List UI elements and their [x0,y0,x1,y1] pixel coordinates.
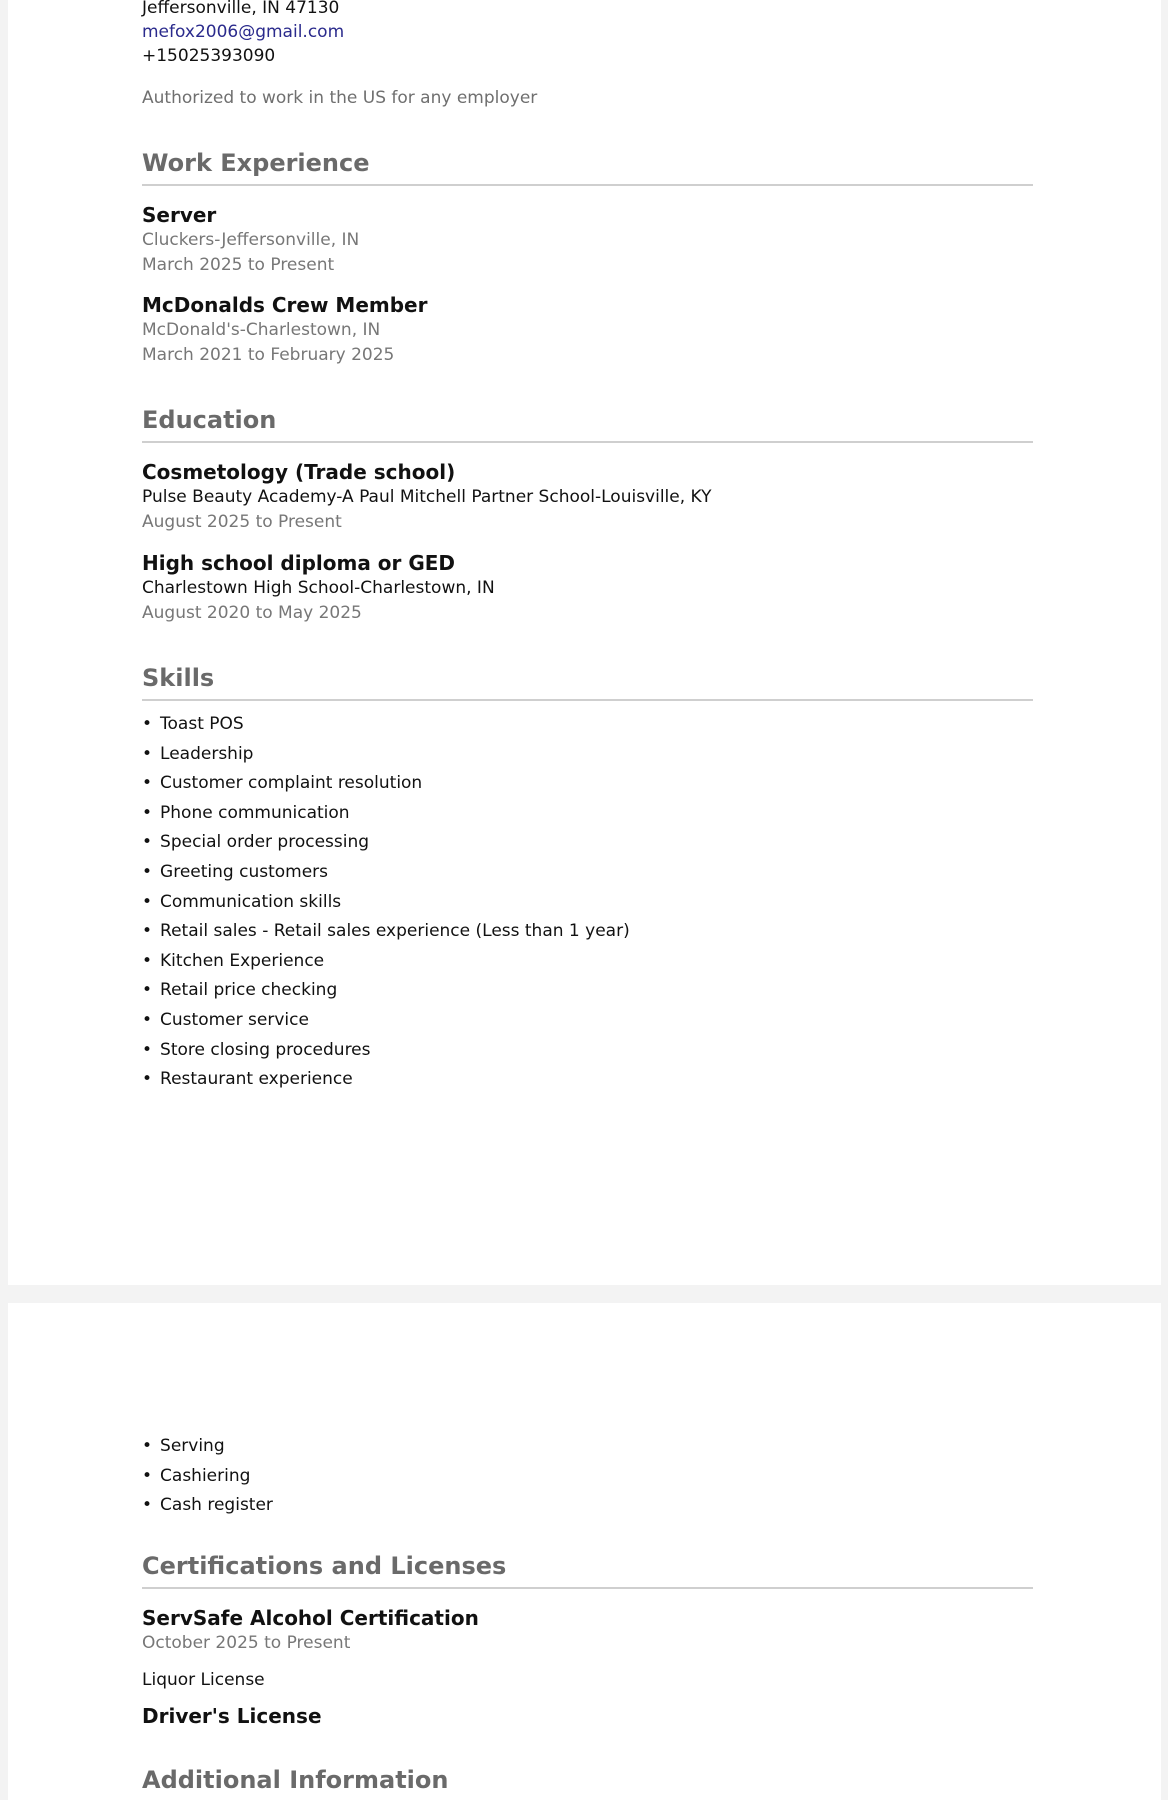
resume-page-2 [8,1303,1161,1800]
skill-item: • Kitchen Experience [142,947,1033,977]
skill-item: • Store closing procedures [142,1036,1033,1066]
education-entry [142,459,1033,535]
skills-list-page-2 [142,1432,1033,1521]
work-experience-section [142,148,1033,186]
section-title-certifications: Certifications and Licenses [142,1551,1033,1589]
contact-block [142,0,1033,68]
skill-item: • Toast POS [142,710,1033,740]
skills-section [142,663,1033,701]
skill-item: • Customer service [142,1006,1033,1036]
contact-address: Jeffersonville, IN 47130 [142,0,340,18]
work-authorization [142,86,1033,110]
skill-item: • Customer complaint resolution [142,769,1033,799]
education-entry [142,550,1033,626]
education-dates: August 2020 to May 2025 [142,603,362,623]
skill-item: • Phone communication [142,799,1033,829]
section-title-work-experience: Work Experience [142,148,1033,186]
job-dates: March 2025 to Present [142,255,335,275]
contact-email[interactable]: mefox2006@gmail.com [142,22,345,42]
skill-item: • Retail sales - Retail sales experience (Less than 1 year) [142,917,1033,947]
education-school: Pulse Beauty Academy-A Paul Mitchell Partner School-Louisville, KY [142,487,712,507]
job-entry [142,202,1033,278]
education-degree: High school diploma or GED [142,551,456,575]
work-authorization-text: Authorized to work in the US for any employer [142,88,538,108]
certification-entry [142,1605,1033,1656]
job-dates: March 2021 to February 2025 [142,345,395,365]
resume-page-1 [8,0,1161,1285]
skill-item: • Cash register [142,1491,1033,1521]
skill-item: • Restaurant experience [142,1065,1033,1095]
certifications-section [142,1551,1033,1589]
skill-item: • Leadership [142,740,1033,770]
skill-item: • Greeting customers [142,858,1033,888]
skills-list-page-1 [142,710,1033,1095]
certification-name: ServSafe Alcohol Certification [142,1606,479,1630]
section-title-skills: Skills [142,663,1033,701]
section-title-additional-information: Additional Information [142,1765,1033,1800]
education-dates: August 2025 to Present [142,512,342,532]
job-company: Cluckers-Jeffersonville, IN [142,230,360,250]
skill-item: • Cashiering [142,1462,1033,1492]
job-company: McDonald's-Charlestown, IN [142,320,381,340]
skill-item: • Retail price checking [142,976,1033,1006]
education-section [142,405,1033,443]
job-entry [142,292,1033,368]
contact-phone: +15025393090 [142,46,276,66]
job-title: Server [142,203,217,227]
certification-name: Liquor License [142,1670,265,1690]
skill-item: • Serving [142,1432,1033,1462]
skill-item: • Special order processing [142,828,1033,858]
education-degree: Cosmetology (Trade school) [142,460,456,484]
certification-entry [142,1668,1033,1693]
certification-name: Driver's License [142,1704,322,1728]
certification-dates: October 2025 to Present [142,1633,351,1653]
certification-entry [142,1703,1033,1729]
section-title-education: Education [142,405,1033,443]
additional-information-section [142,1765,1033,1800]
job-title: McDonalds Crew Member [142,293,428,317]
education-school: Charlestown High School-Charlestown, IN [142,578,495,598]
skill-item: • Communication skills [142,888,1033,918]
